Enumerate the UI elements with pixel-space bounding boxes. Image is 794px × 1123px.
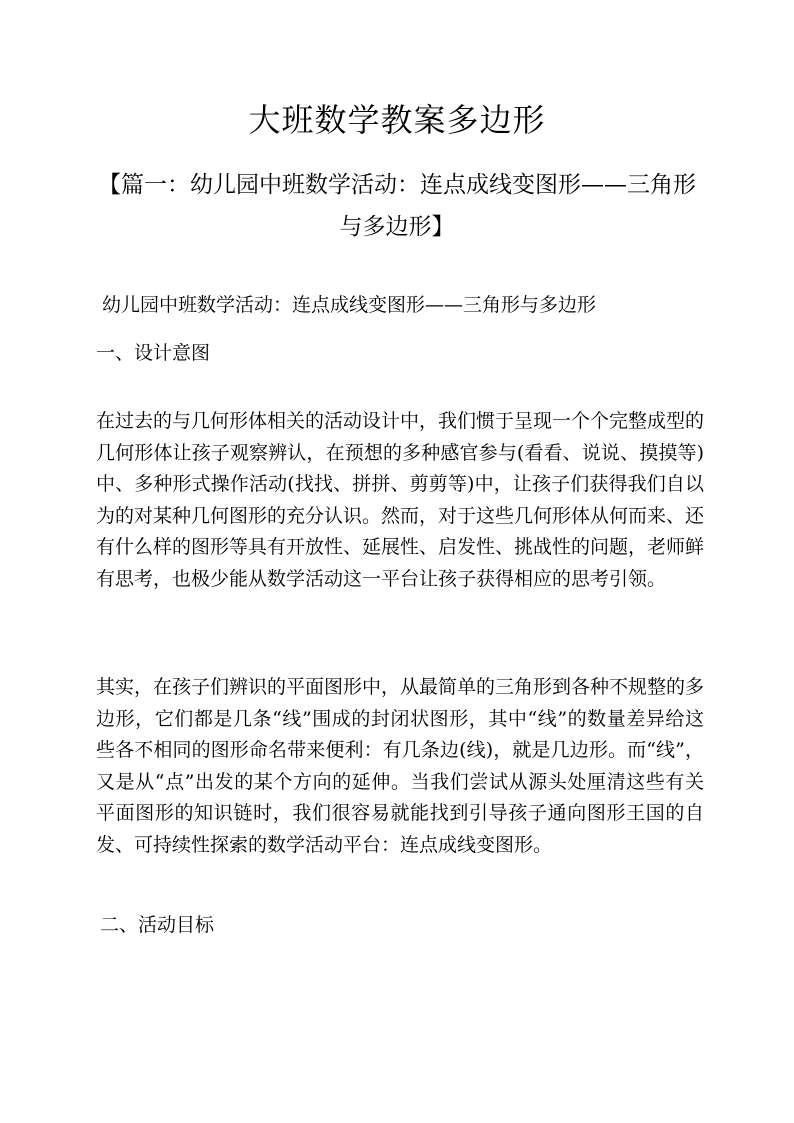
document-title: 大班数学教案多边形 [248,101,546,139]
activity-heading: 幼儿园中班数学活动：连点成线变图形——三角形与多边形 [102,294,597,316]
section-title-activity-goals: 二、活动目标 [100,914,215,936]
paragraph-design-intent-1: 在过去的与几何形体相关的活动设计中，我们惯于呈现一个个完整成型的几何形体让孩子观察辨认，在预想的多种感官参与(看看、说说、摸摸等)中、多种形式操作活动(找找、拼拼、剪剪等)中，让孩子们获得我们自以为的对某种几何图形的充分认识。然而，对于这些几何形体从何而来、还有什么样的图形等具有开放性、延展性、启发性、挑战性的问题，老师鲜有思考，也极少能从数学活动这一平台让孩子获得相应的思考引领。 [96,410,705,590]
section-title-design-intent: 一、设计意图 [96,342,211,364]
paragraph-design-intent-2: 其实，在孩子们辨识的平面图形中，从最简单的三角形到各种不规整的多边形，它们都是几条“线”围成的封闭状图形，其中“线”的数量差异给这些各不相同的图形命名带来便利：有几条边(线)，就是几边形。而“线”，又是从“点”出发的某个方向的延伸。当我们尝试从源头处厘清这些有关平面图形的知识链时，我们很容易就能找到引导孩子通向图形王国的自发、可持续性探索的数学活动平台：连点成线变图形。 [96,676,705,856]
document-subtitle: 【篇一：幼儿园中班数学活动：连点成线变图形——三角形与多边形】 [98,172,696,240]
